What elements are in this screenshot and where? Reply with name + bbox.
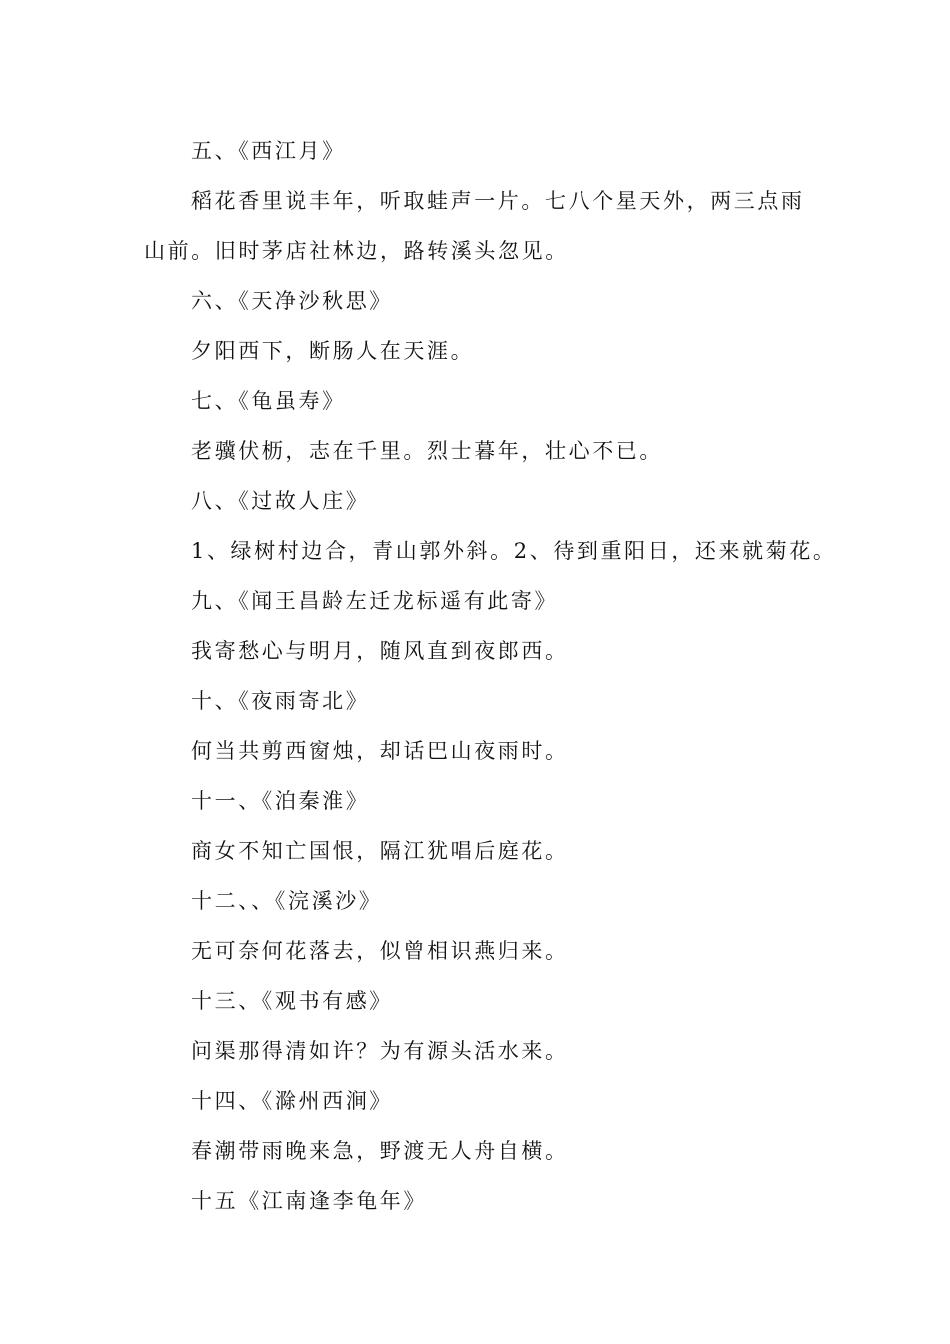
document-body xyxy=(144,126,837,1226)
heading-tianjingsha: 六、《天净沙秋思》 xyxy=(191,289,393,313)
heading-yeyujibei: 十、《夜雨寄北》 xyxy=(191,689,370,713)
heading-huanxisha: 十二、、《浣溪沙》 xyxy=(191,889,383,913)
heading-guogurenzhuang: 八、《过故人庄》 xyxy=(191,489,370,513)
verse-wenwangchangling: 我寄愁心与明月，随风直到夜郎西。 xyxy=(191,639,569,663)
verse-guisuishou: 老骥伏枥，志在千里。烈士暮年，壮心不已。 xyxy=(191,439,663,463)
verse-tianjingsha: 夕阳西下，断肠人在天涯。 xyxy=(191,339,475,363)
heading-xijiangyue: 五、《西江月》 xyxy=(191,139,346,163)
heading-wenwangchangling: 九、《闻王昌龄左迁龙标遥有此寄》 xyxy=(191,589,559,613)
verse-boqinhuai: 商女不知亡国恨，隔江犹唱后庭花。 xyxy=(191,839,569,863)
verse-huanxisha: 无可奈何花落去，似曾相识燕归来。 xyxy=(191,939,569,963)
heading-boqinhuai: 十一、《泊秦淮》 xyxy=(191,789,370,813)
verse-chuzhouxijian: 春潮带雨晚来急，野渡无人舟自横。 xyxy=(191,1139,569,1163)
verse-guogurenzhuang: 1、绿树村边合，青山郭外斜。2、待到重阳日，还来就菊花。 xyxy=(191,539,837,563)
heading-guisuishou: 七、《龟虽寿》 xyxy=(191,389,346,413)
heading-jiangnanfengliguinian: 十五《江南逢李龟年》 xyxy=(191,1189,427,1213)
verse-xijiangyue: 稻花香里说丰年，听取蛙声一片。七八个星天外，两三点雨山前。旧时茅店社林边，路转溪头忽见。 xyxy=(144,189,805,263)
verse-guanshuyougan: 问渠那得清如许？为有源头活水来。 xyxy=(191,1039,569,1063)
verse-yeyujibei: 何当共剪西窗烛，却话巴山夜雨时。 xyxy=(191,739,569,763)
heading-guanshuyougan: 十三、《观书有感》 xyxy=(191,989,393,1013)
heading-chuzhouxijian: 十四、《滁州西涧》 xyxy=(191,1089,393,1113)
